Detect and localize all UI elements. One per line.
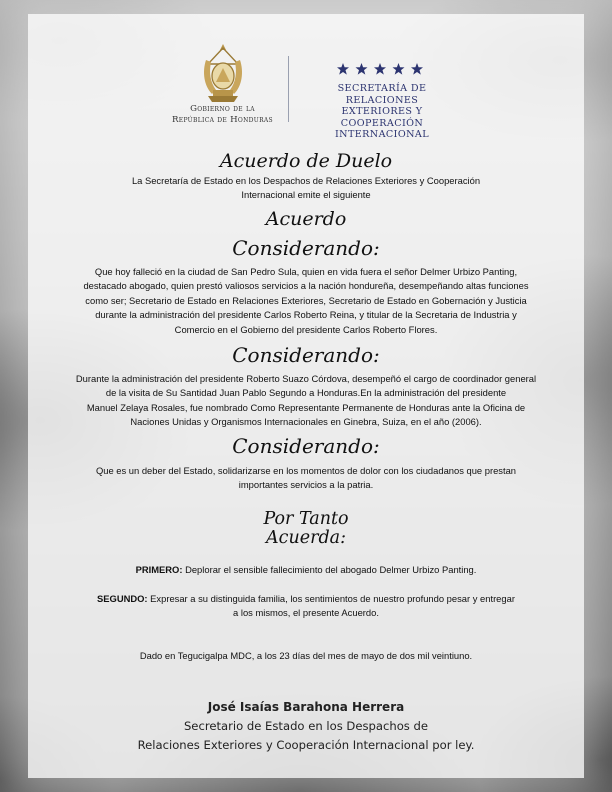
considerando-2-text: [62, 372, 550, 430]
primero-text: Deplorar el sensible fallecimiento del abogado Delmer Urbizo Panting.: [182, 564, 477, 575]
ministry-name: [302, 83, 462, 141]
considerando-2-line: Durante la administración del presidente Roberto Suazo Córdova, desempeñó el cargo de coordinador general: [75, 373, 537, 384]
considerando-1-line: destacado abogado, quien prestó valiosos servicios a la nación hondureña, desempeñando altas funciones: [83, 280, 529, 292]
considerando-3-line: importantes servicios a la patria.: [238, 479, 374, 491]
considerando-2-line: de la visita de Su Santidad Juan Pablo Segundo a Honduras.En la administración del presidente: [105, 387, 507, 399]
signatory-name: José Isaías Barahona Herrera: [207, 700, 405, 714]
considerando-1-line: durante la administración del presidente Carlos Roberto Reina, y titular de la Secretaria de Industria y: [95, 309, 517, 321]
acuerda-heading: Acuerda:: [266, 528, 346, 548]
signatory-title-line-1: Secretario de Estado en los Despachos de: [183, 719, 429, 733]
coat-of-arms-emblem: [198, 42, 248, 106]
five-stars-icon: [337, 63, 423, 75]
por-tanto-heading: Por Tanto: [263, 509, 349, 529]
considerando-3-line: Que es un deber del Estado, solidarizarse en los momentos de dolor con los ciudadanos que prestan: [95, 465, 517, 476]
document-title: Acuerdo de Duelo: [219, 150, 393, 172]
government-line-2: República de Honduras: [172, 115, 273, 125]
considerando-1-line: Que hoy falleció en la ciudad de San Pedro Sula, quien en vida fuera el señor Delmer Urbizo Panting,: [94, 266, 518, 277]
star-row: [300, 63, 460, 75]
considerando-3-heading: Considerando:: [232, 434, 380, 458]
intro-paragraph: [110, 174, 502, 203]
considerando-2-line: Manuel Zelaya Rosales, fue nombrado Como Representante Permanente de Honduras ante la Oficina de: [86, 401, 526, 413]
place-date-line: Dado en Tegucigalpa MDC, a los 23 días del mes de mayo de dos mil veintiuno.: [139, 650, 473, 661]
considerando-1-line: como ser; Secretario de Estado en Relaciones Exteriores, Secretario de Estado en Gobernación y Justicia: [85, 294, 527, 306]
segundo-label: SEGUNDO:: [97, 593, 148, 604]
segundo-text-line-2: a los mismos, el presente Acuerdo.: [233, 607, 379, 619]
considerando-2-line: Naciones Unidas y Organismos Internacionales en Ginebra, Suiza, en el año (2006).: [130, 416, 482, 428]
ministry-line-3: INTERNACIONAL: [334, 129, 430, 140]
intro-line-1: La Secretaría de Estado en los Despachos de Relaciones Exteriores y Cooperación: [131, 175, 481, 186]
considerando-1-heading: Considerando:: [232, 236, 380, 260]
ministry-line-1: SECRETARÍA DE RELACIONES: [337, 83, 427, 106]
government-line-1: Gobierno de la: [190, 104, 255, 114]
document-subtitle: Acuerdo: [265, 208, 347, 230]
considerando-3-text: [90, 464, 522, 493]
segundo-clause: [95, 592, 517, 621]
primero-clause: [80, 563, 532, 577]
considerando-2-heading: Considerando:: [232, 343, 380, 367]
segundo-text-line-1: Expresar a su distinguida familia, los sentimientos de nuestro profundo pesar y entregar: [147, 593, 515, 604]
ministry-line-2: EXTERIORES Y COOPERACIÓN: [340, 106, 424, 129]
signatory-title-line-2: Relaciones Exteriores y Cooperación Internacional por ley.: [137, 738, 475, 752]
government-name: [160, 104, 285, 126]
considerando-1-line: Comercio en el Gobierno del presidente Carlos Roberto Flores.: [174, 323, 438, 335]
intro-line-2: Internacional emite el siguiente: [241, 189, 371, 201]
header-divider: [288, 56, 289, 122]
considerando-1-text: [78, 265, 534, 337]
primero-label: PRIMERO:: [135, 564, 183, 575]
